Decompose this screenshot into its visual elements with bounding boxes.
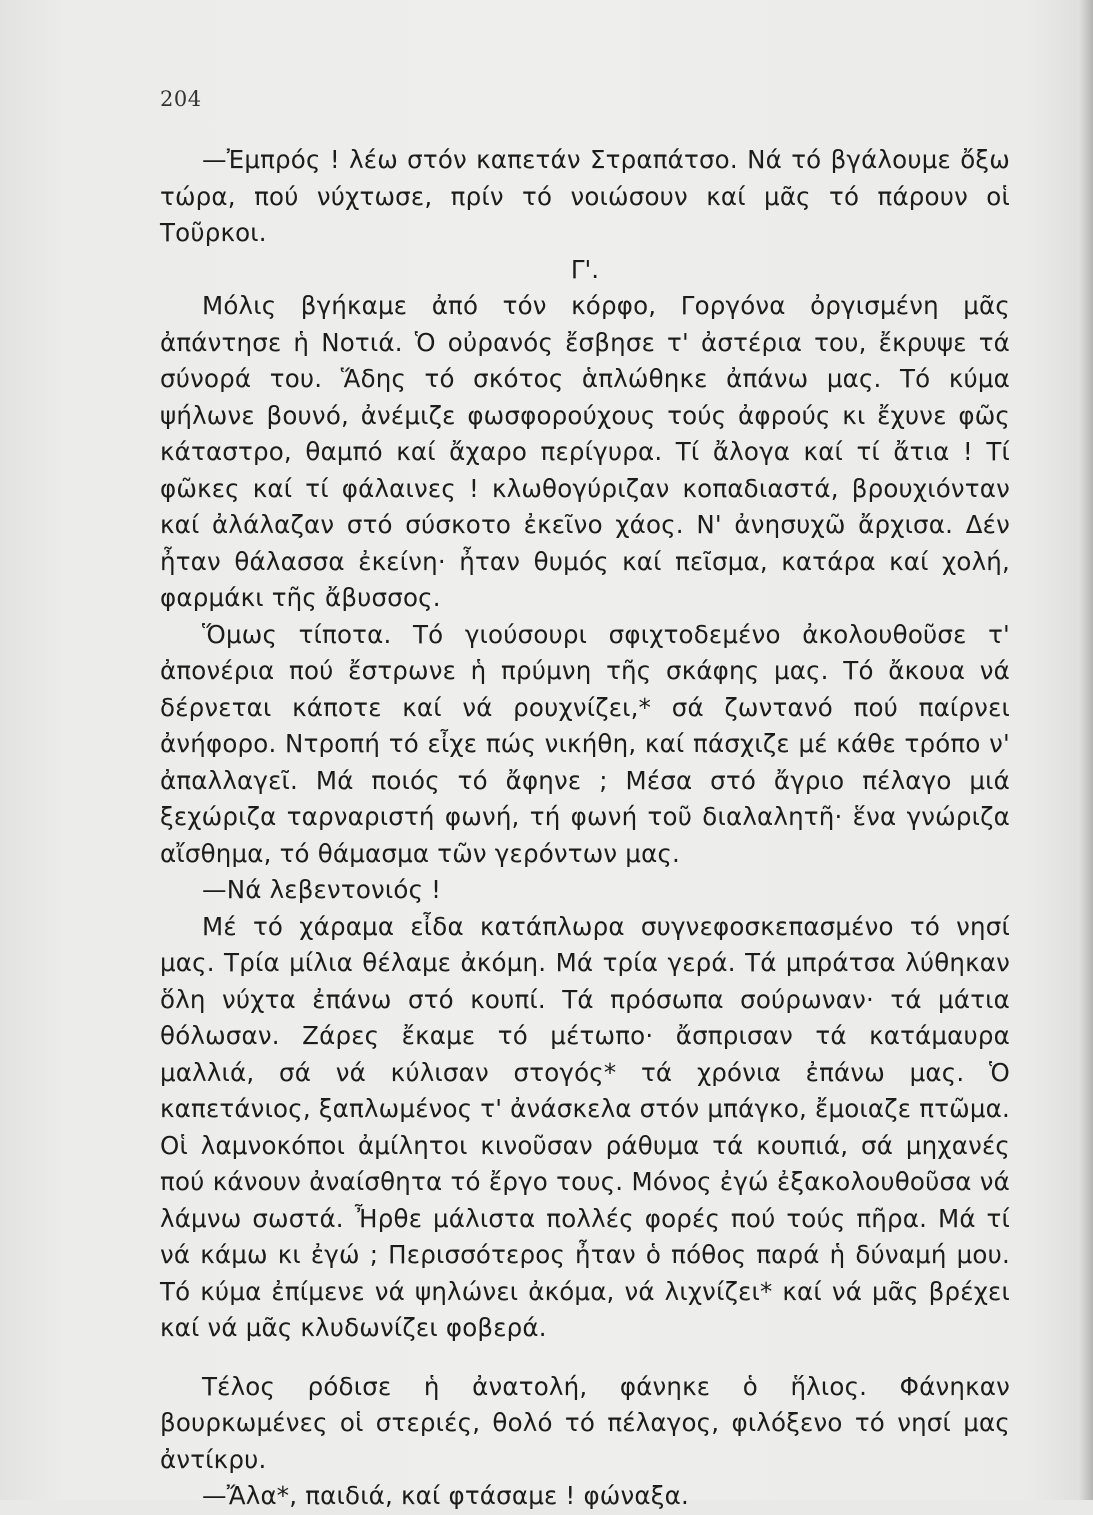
paragraph-boat: Ὅμως τίποτα. Τό γιούσουρι σφιχτοδεμένο ἀκολουθοῦσε τ' ἀπονέρια πού ἔστρωνε ἡ πρύμνη τῆς σκάφης μας. Τό ἄκουα νά δέρνεται κάποτε καί νά ρουχνίζει,* σά ζωντανό πού παίρνει ἀνήφορο. Ντροπή τό εἶχε πώς νικήθη, καί πάσχιζε μέ κάθε τρόπο ν' ἀπαλλαγεῖ. Μά ποιός τό ἄφηνε ; Μέσα στό ἄγριο πέλαγο μιά ξεχώριζα ταρναριστή φωνή, τή φωνή τοῦ διαλαλητῆ· ἕνα γνώριζα αἴσθημα, τό θάμασμα τῶν γερόντων μας. (160, 619, 1010, 868)
paragraph-dialogue-3: —Ἄλα*, παιδιά, καί φτάσαμε ! φώναξα. (202, 1481, 689, 1510)
paragraph-dialogue-1: —Ἐμπρός ! λέω στόν καπετάν Στραπάτσο. Νά τό βγάλουμε ὄξω τώρα, πού νύχτωσε, πρίν τό νοιώσουν καί μᾶς τό πάρουν οἱ Τοῦρκοι. (160, 145, 1010, 247)
section-heading: Γ'. (570, 254, 600, 284)
paragraph-sunrise: Τέλος ρόδισε ἡ ἀνατολή, φάνηκε ὁ ἥλιος. Φάνηκαν βουρκωμένες οἱ στεριές, θολό τό πέλαγος, φιλόξενο τό νησί μας ἀντίκρυ. (160, 1371, 1010, 1474)
page-number: 204 (160, 87, 202, 111)
paragraph-gap (160, 1347, 1010, 1369)
paragraph-dialogue-2: —Νά λεβεντονιός ! (202, 875, 442, 904)
page-edge-shadow (1079, 0, 1093, 1500)
paragraph-storm: Μόλις βγήκαμε ἀπό τόν κόρφο, Γοργόνα ὀργισμένη μᾶς ἀπάντησε ἡ Νοτιά. Ὁ οὐρανός ἔσβησε τ' ἀστέρια του, ἔκρυψε τά σύνορά του. Ἅδης τό σκότος ἁπλώθηκε ἀπάνω μας. Τό κύμα ψήλωνε βουνό, ἀνέμιζε φωσφορούχους τούς ἀφρούς κι ἔχυνε φῶς κάταστρο, θαμπό καί ἄχαρο περίγυρα. Τί ἄλογα καί τί ἄτια ! Τί φῶκες καί τί φάλαινες ! κλωθογύριζαν κοπαδιαστά, βρουχιόνταν καί ἀλάλαζαν στό σύσκοτο ἐκεῖνο χάος. Ν' ἀνησυχῶ ἄρχισα. Δέν ἦταν θάλασσα ἐκείνη· ἦταν θυμός καί πεῖσμα, κατάρα καί χολή, φαρμάκι τῆς ἄβυσσος. (160, 291, 1010, 612)
text-body (160, 142, 1010, 1515)
paragraph-dawn: Μέ τό χάραμα εἶδα κατάπλωρα συγνεφοσκεπασμένο τό νησί μας. Τρία μίλια θέλαμε ἀκόμη. Μά τρία γερά. Τά μπράτσα λύθηκαν ὅλη νύχτα ἐπάνω στό κουπί. Τά πρόσωπα σούρωναν· τά μάτια θόλωσαν. Ζάρες ἔκαμε τό μέτωπο· ἄσπρισαν τά κατάμαυρα μαλλιά, σά νά κύλισαν στογός* τά χρόνια ἐπάνω μας. Ὁ καπετάνιος, ξαπλωμένος τ' ἀνάσκελα στόν μπάγκο, ἔμοιαζε πτῶμα. Οἱ λαμνοκόποι ἀμίλητοι κινοῦσαν ράθυμα τά κουπιά, σά μηχανές πού κάνουν ἀναίσθητα τό ἔργο τους. Μόνος ἐγώ ἐξακολουθοῦσα νά λάμνω σωστά. Ἦρθε μάλιστα πολλές φορές πού τούς πῆρα. Μά τί νά κάμω κι ἐγώ ; Περισσότερος ἦταν ὁ πόθος παρά ἡ δύναμή μου. Τό κύμα ἐπίμενε νά ψηλώνει ἀκόμα, νά λιχνίζει* καί νά μᾶς βρέχει καί νά μᾶς κλυδωνίζει φοβερά. (160, 911, 1010, 1342)
